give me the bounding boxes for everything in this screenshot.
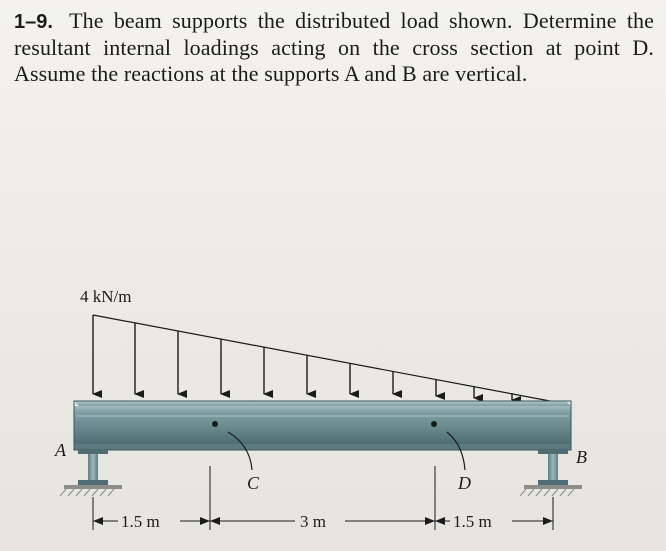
support-a-ground xyxy=(64,485,122,489)
support-b-ground xyxy=(524,485,582,489)
support-b-base xyxy=(538,480,568,485)
dim-label-2: 3 m xyxy=(300,512,326,531)
support-b xyxy=(520,450,582,496)
beam-body xyxy=(74,406,571,444)
dim-label-1: 1.5 m xyxy=(121,512,160,531)
point-d-label: D xyxy=(458,473,471,493)
support-a-cap xyxy=(78,450,108,454)
beam xyxy=(74,401,571,450)
support-a xyxy=(60,450,122,496)
point-c-label: C xyxy=(247,473,260,493)
beam-bottom-flange xyxy=(74,444,571,450)
support-a-ground-hatch xyxy=(60,489,114,496)
load-top-line xyxy=(93,315,566,404)
load-arrows xyxy=(93,315,512,400)
beam-top-flange xyxy=(74,401,571,406)
dim-label-3: 1.5 m xyxy=(453,512,492,531)
support-a-base xyxy=(78,480,108,485)
support-b-cap xyxy=(538,450,568,454)
point-c-marker xyxy=(212,421,218,427)
support-a-label: A xyxy=(55,440,66,460)
point-d-marker xyxy=(431,421,437,427)
problem-number: 1–9. xyxy=(14,11,53,33)
support-b-ground-hatch xyxy=(520,489,574,496)
support-b-label: B xyxy=(576,447,587,467)
support-b-post xyxy=(548,454,558,480)
problem-statement: The beam supports the distributed load shown. Determine the resultant internal loadings acting on the cross section at point D. Assume the reactions at the supports A and B are vertical. xyxy=(14,8,654,86)
distributed-load xyxy=(93,315,566,404)
support-a-post xyxy=(88,454,98,480)
load-intensity-label: 4 kN/m xyxy=(80,287,132,306)
